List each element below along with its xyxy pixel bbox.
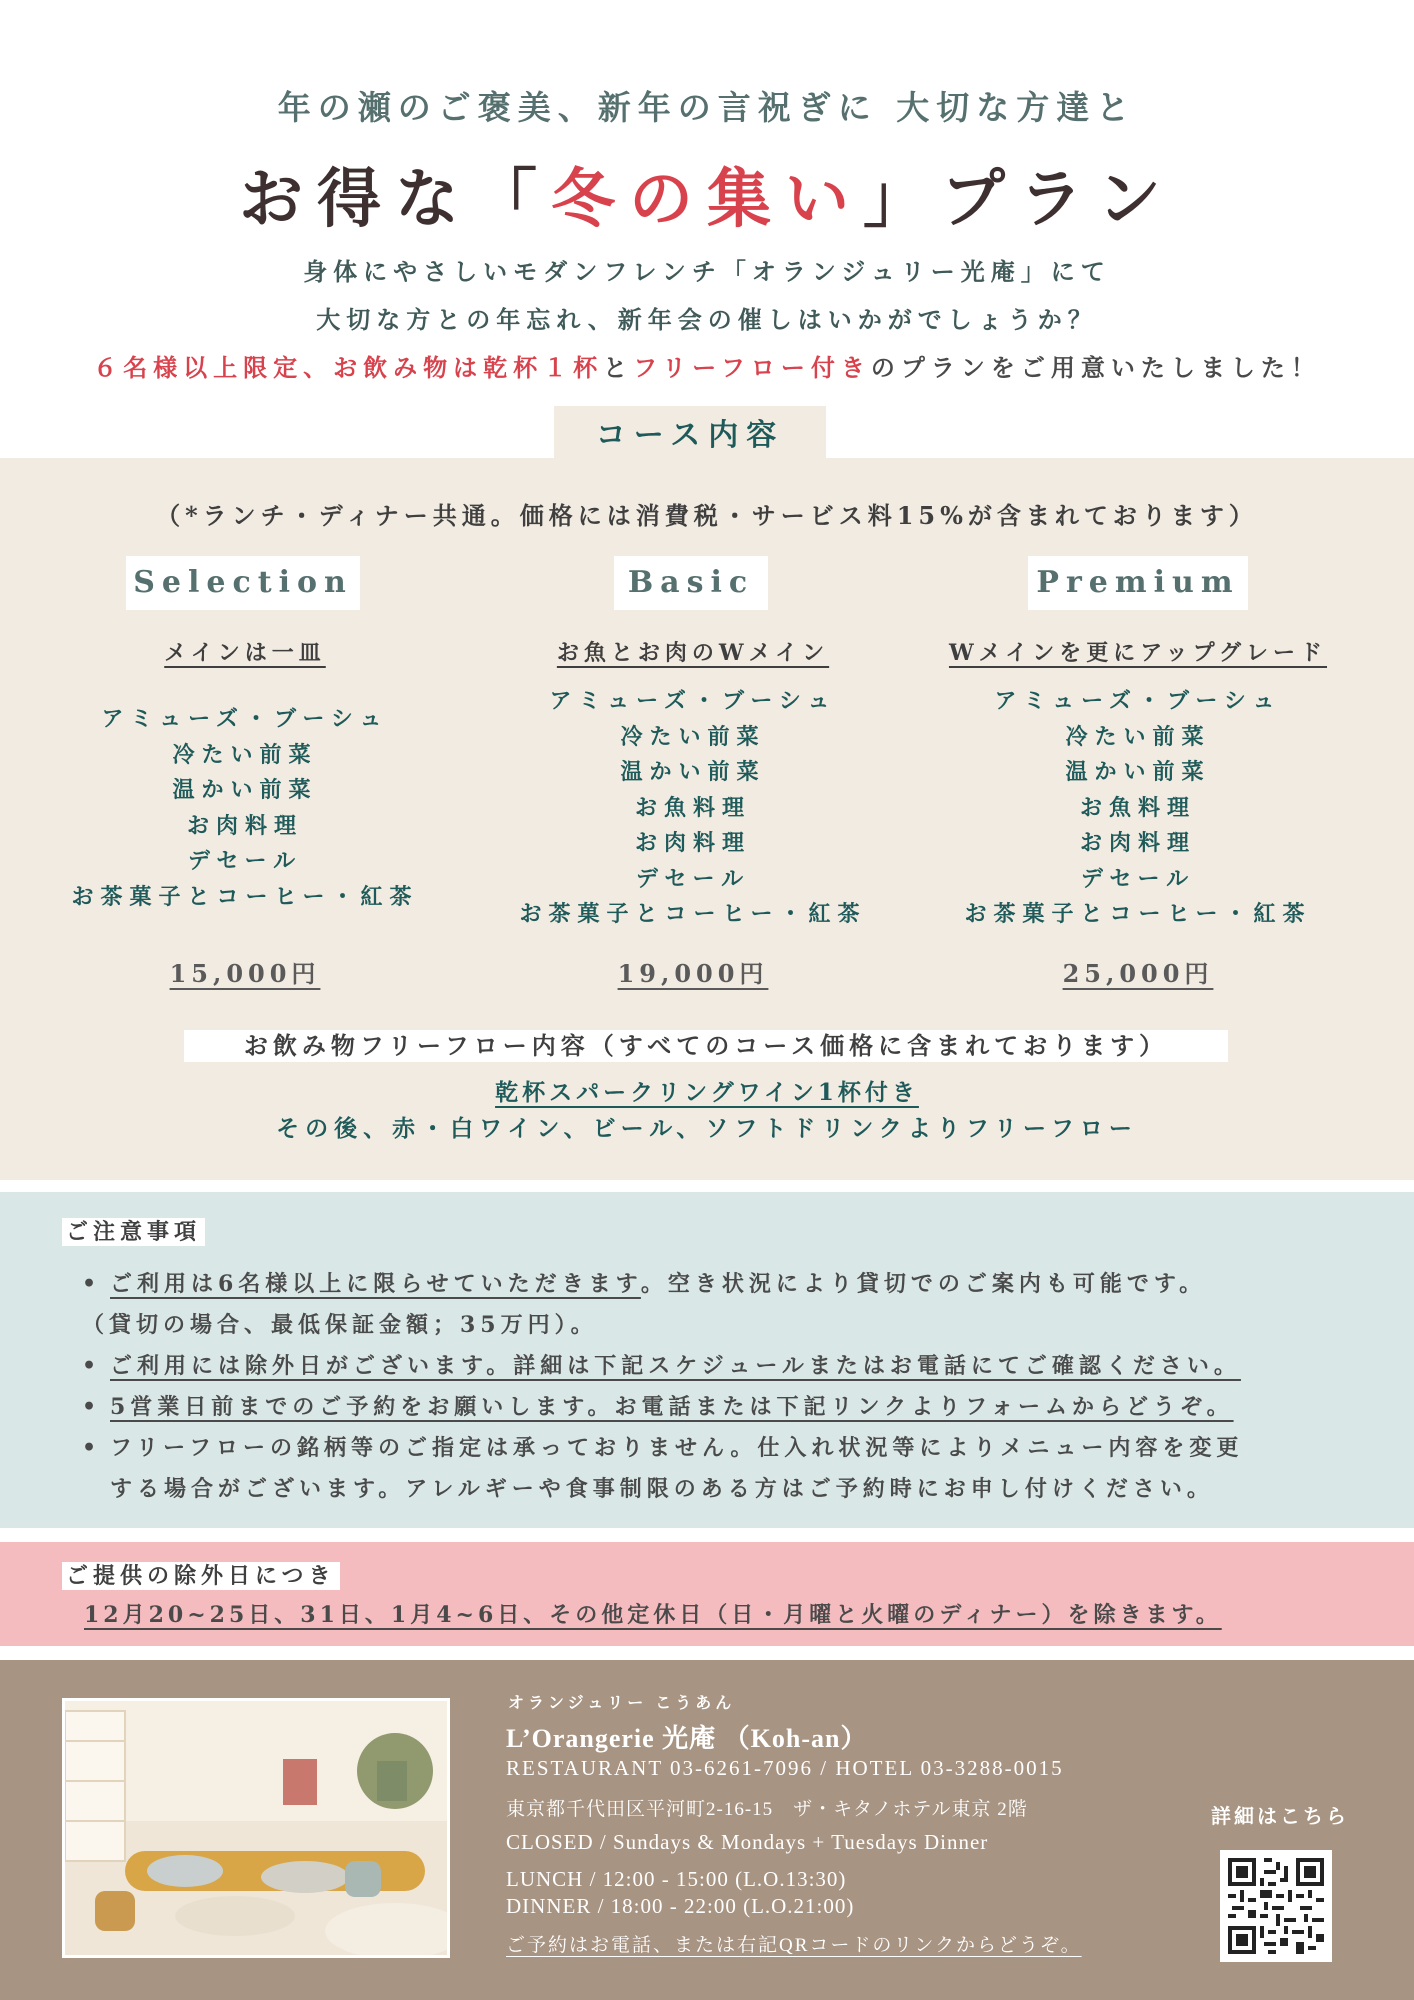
list-item <box>82 1305 1382 1346</box>
title-highlight: 冬の集い <box>551 162 863 237</box>
note-4-line-2: する場合がございます。アレルギーや食事制限のある方はご予約時にお申し付けください。 <box>110 1476 1214 1502</box>
list-item: お肉料理 <box>186 812 303 839</box>
dinner-hours: DINNER / 18:00 - 22:00 (L.O.21:00) <box>506 1894 855 1918</box>
intro-line-2: 大切な方との年忘れ、新年会の催しはいかがでしょうか？ <box>316 305 1098 334</box>
details-label: 詳細はこちら <box>1211 1806 1349 1828</box>
list-item: お茶菓子とコーヒー・紅茶 <box>964 901 1312 927</box>
list-item: 冷たい前菜 <box>620 723 766 750</box>
intro-red-1: ６名様以上限定、 <box>93 353 334 382</box>
plan-name-selection: Selection <box>126 556 360 610</box>
list-item: デセール <box>187 848 303 874</box>
intro-line-3 <box>0 348 1414 383</box>
drinks-line-1: 乾杯スパークリングワイン1杯付き <box>495 1079 919 1106</box>
plan-subtitle-basic: お魚とお肉のWメイン <box>556 640 830 666</box>
list-item: お茶菓子とコーヒー・紅茶 <box>519 901 867 927</box>
title-post: 」プラン <box>863 162 1175 237</box>
plan-items-premium <box>930 684 1346 933</box>
bullet-icon: • <box>82 1394 102 1420</box>
bullet-icon: • <box>82 1353 102 1379</box>
restaurant-kana: オランジュリー こうあん <box>508 1695 736 1712</box>
list-item <box>82 1264 1382 1305</box>
list-item <box>82 1428 1382 1469</box>
plan-items-selection <box>40 702 450 915</box>
plan-price-basic: 19,000円 <box>617 959 769 988</box>
restaurant-name: L’Orangerie 光庵 （Koh-an） <box>506 1724 868 1753</box>
list-item <box>82 1346 1382 1387</box>
list-item: アミューズ・ブーシュ <box>101 706 389 732</box>
tax-note: （*ランチ・ディナー共通。価格には消費税・サービス料15%が含まれております） <box>156 501 1258 530</box>
note-2: ご利用には除外日がございます。詳細は下記スケジュールまたはお電話にてご確認ください。 <box>110 1353 1241 1379</box>
plan-price-premium: 25,000円 <box>1062 959 1214 988</box>
list-item: お茶菓子とコーヒー・紅茶 <box>71 883 419 910</box>
list-item: デセール <box>1080 865 1196 892</box>
closed-days: CLOSED / Sundays & Mondays + Tuesdays Dinner <box>506 1830 989 1854</box>
lunch-hours: LUNCH / 12:00 - 15:00 (L.O.13:30) <box>506 1867 847 1891</box>
title-pre: お得な「 <box>239 162 551 237</box>
restaurant-photo <box>62 1698 450 1958</box>
list-item: 冷たい前菜 <box>1065 723 1211 750</box>
intro-mid: と <box>603 353 634 382</box>
list-item: 温かい前菜 <box>620 759 766 785</box>
note-4-line-1: フリーフローの銘柄等のご指定は承っておりません。仕入れ状況等によりメニュー内容を変更 <box>110 1435 1244 1461</box>
list-item: デセール <box>635 865 751 892</box>
list-item: 温かい前菜 <box>1065 759 1211 785</box>
list-item: アミューズ・ブーシュ <box>549 688 837 714</box>
notes-label: ご注意事項 <box>62 1218 205 1246</box>
list-item: お肉料理 <box>1079 830 1196 856</box>
notes-list <box>82 1264 1382 1510</box>
list-item <box>82 1387 1382 1428</box>
plan-subtitle-selection: メインは一皿 <box>164 640 326 666</box>
list-item: お魚料理 <box>634 794 751 821</box>
drinks-line-2: その後、赤・白ワイン、ビール、ソフトドリンクよりフリーフロー <box>276 1115 1138 1142</box>
plan-name-basic: Basic <box>614 556 768 610</box>
qr-code-graphic <box>1228 1858 1324 1954</box>
restaurant-photo-image <box>65 1701 450 1958</box>
note-1-underlined: ご利用は6名様以上に限らせていただきます <box>110 1271 641 1297</box>
page-title <box>0 148 1414 240</box>
list-item: 温かい前菜 <box>172 777 318 803</box>
intro-red-3: フリーフロー付き <box>633 353 871 382</box>
intro-red-2: お飲み物は乾杯１杯 <box>333 353 604 382</box>
reservation-link[interactable]: ご予約はお電話、または右記QRコードのリンクからどうぞ。 <box>506 1935 1082 1956</box>
note-3: 5営業日前までのご予約をお願いします。お電話または下記リンクよりフォームからどうぞ。 <box>110 1394 1234 1420</box>
plan-price-selection: 15,000円 <box>169 959 321 988</box>
qr-code-icon[interactable] <box>1220 1850 1332 1962</box>
address: 東京都千代田区平河町2-16-15 ザ・キタノホテル東京 2階 <box>506 1799 1028 1820</box>
phone-numbers: RESTAURANT 03-6261-7096 / HOTEL 03-3288-0015 <box>506 1756 1064 1780</box>
list-item: 冷たい前菜 <box>172 741 318 768</box>
exclusion-label: ご提供の除外日につき <box>62 1562 340 1590</box>
plan-name-premium: Premium <box>1028 556 1248 610</box>
plan-items-basic <box>490 684 896 933</box>
tagline: 年の瀬のご褒美、新年の言祝ぎに 大切な方達と <box>277 88 1137 127</box>
exclusion-section <box>0 1542 1414 1646</box>
bullet-icon: • <box>82 1435 102 1461</box>
list-item: お魚料理 <box>1079 794 1196 821</box>
list-item <box>82 1469 1382 1510</box>
exclusion-text: 12月20~25日、31日、1月4~6日、その他定休日（日・月曜と火曜のディナー）を除きます。 <box>84 1602 1222 1628</box>
course-tab: コース内容 <box>554 406 826 460</box>
note-1-line-2: （貸切の場合、最低保証金額；35万円）。 <box>82 1312 598 1338</box>
drinks-title: お飲み物フリーフロー内容（すべてのコース価格に含まれております） <box>184 1030 1228 1062</box>
list-item: アミューズ・ブーシュ <box>994 688 1282 714</box>
list-item: お肉料理 <box>634 830 751 856</box>
bullet-icon: • <box>82 1271 102 1297</box>
plan-subtitle-premium: Wメインを更にアップグレード <box>948 640 1328 666</box>
note-1-rest: 。空き状況により貸切でのご案内も可能です。 <box>640 1271 1207 1297</box>
intro-end: のプランをご用意いたしました！ <box>870 353 1321 382</box>
intro-line-1: 身体にやさしいモダンフレンチ「オランジュリー光庵」にて <box>303 257 1111 286</box>
